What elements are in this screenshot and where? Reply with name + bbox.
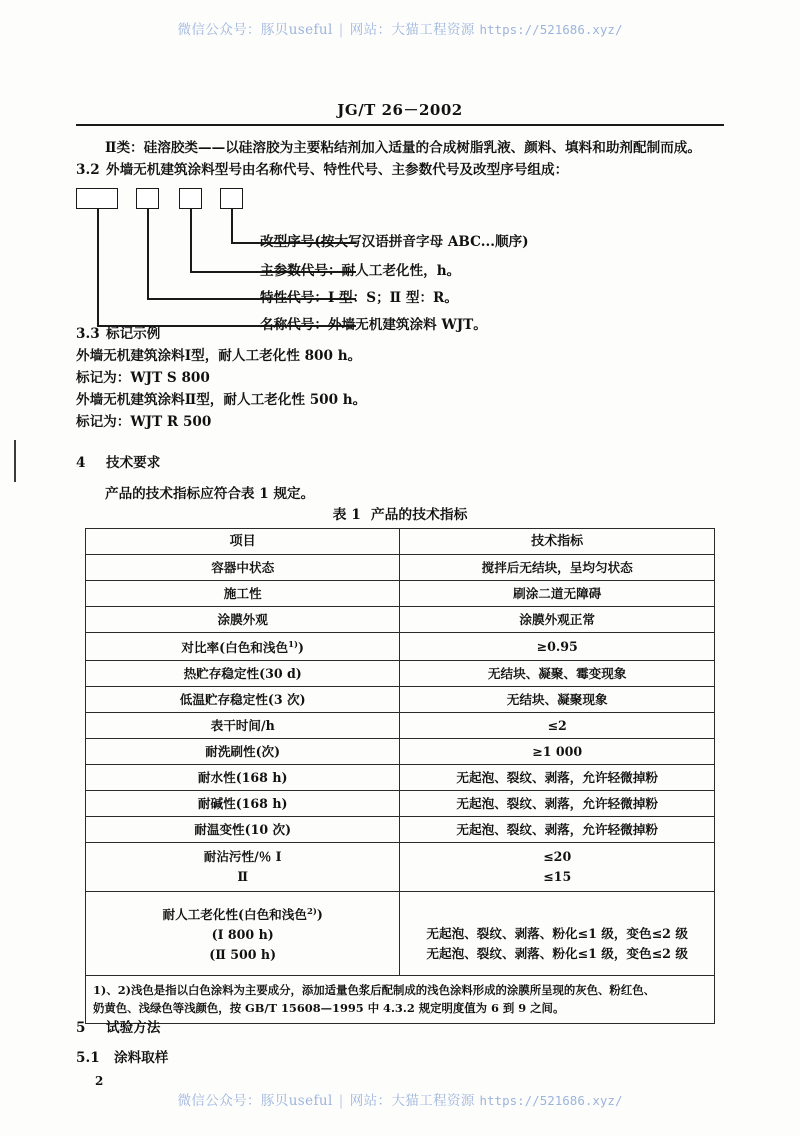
footnote-marker-1: 1) (288, 640, 299, 650)
section-4-number: 4 (76, 455, 86, 471)
designation-box-feature-code (136, 188, 159, 209)
stain-item-line-2: Ⅱ (237, 869, 248, 885)
aging-spec-line-1: 无起泡、裂纹、剥落、粉化≤1 级，变色≤2 级 (426, 925, 688, 941)
stain-spec-line-1: ≤20 (543, 849, 572, 865)
table-row (86, 581, 715, 607)
watermark-wechat-label: 微信公众号： (177, 1093, 261, 1109)
designation-box-parameter-code (179, 188, 202, 209)
watermark-wechat-label: 微信公众号： (177, 22, 261, 38)
diagram-label-feature-code: 特性代号：Ⅰ 型：S；Ⅱ 型：R。 (260, 290, 458, 306)
watermark-bottom (0, 1089, 800, 1109)
table-cell-spec: 无结块、凝聚现象 (400, 687, 715, 713)
model-designation-diagram (76, 188, 636, 336)
table-cell-spec (400, 843, 715, 892)
table-row (86, 765, 715, 791)
table-cell-spec: 刷涂二道无障碍 (400, 581, 715, 607)
table-footnote (86, 976, 715, 1024)
watermark-separator: | (338, 1093, 344, 1109)
footnote-line-1: 1)、2)浅色是指以白色涂料为主要成分，添加适量色浆后配制成的浅色涂料形成的涂膜所呈现的灰色、粉红色、 (93, 983, 655, 998)
table-row (86, 633, 715, 661)
watermark-wechat-value: 豚贝useful (260, 22, 333, 38)
section-4-title: 技术要求 (106, 455, 161, 471)
table-cell-spec: 无结块、凝聚、霉变现象 (400, 661, 715, 687)
table-header-spec: 技术指标 (400, 529, 715, 555)
section-4-lead-in: 产品的技术指标应符合表 1 规定。 (105, 486, 315, 502)
table-cell-item: 施工性 (86, 581, 400, 607)
section-3-3-heading (76, 324, 160, 345)
designation-box-name-code (76, 188, 118, 209)
marking-example-line-4: 标记为：WJT R 500 (76, 414, 212, 430)
table-cell-item (86, 843, 400, 892)
watermark-wechat-value: 豚贝useful (260, 1093, 333, 1109)
watermark-site-label: 网站： (349, 1093, 392, 1109)
marking-example-line-2: 标记为：WJT S 800 (76, 370, 210, 386)
section-3-2 (76, 160, 568, 181)
table-cell-spec: 无起泡、裂纹、剥落，允许轻微掉粉 (400, 817, 715, 843)
aging-item-line-1 (90, 902, 395, 925)
aging-spec-line-2: 无起泡、裂纹、剥落、粉化≤1 级，变色≤2 级 (426, 945, 688, 961)
table-row-footnote (86, 976, 715, 1024)
contrast-ratio-label: 对比率(白色和浅色 (181, 640, 289, 656)
header-rule (76, 124, 724, 126)
table-header-item: 项目 (86, 529, 400, 555)
table-cell-item: 容器中状态 (86, 555, 400, 581)
section-5-1-title: 涂料取样 (114, 1050, 169, 1066)
table-cell-spec: 无起泡、裂纹、剥落，允许轻微掉粉 (400, 791, 715, 817)
margin-tick-upper (14, 440, 16, 482)
table-row (86, 817, 715, 843)
table-caption-title: 产品的技术指标 (370, 507, 468, 523)
watermark-site-value: 大猫工程资源 (391, 1093, 475, 1109)
diagram-label-revision-code: 改型序号(按大写汉语拼音字母 ABC...顺序) (260, 234, 529, 250)
table-row (86, 555, 715, 581)
table-cell-spec: 涂膜外观正常 (400, 607, 715, 633)
stain-item-line-1: 耐沾污性/％ Ⅰ (203, 849, 282, 865)
leader-line-2-vertical (147, 209, 149, 299)
leader-line-4-vertical (231, 209, 233, 243)
table-cell-item (86, 633, 400, 661)
aging-item-label-tail: ) (316, 907, 323, 923)
stain-spec-line-2: ≤15 (543, 869, 572, 885)
section-3-2-text: 外墙无机建筑涂料型号由名称代号、特性代号、主参数代号及改型序号组成： (106, 162, 569, 178)
aging-item-line-2: (Ⅰ 800 h) (211, 927, 274, 943)
watermark-site-label: 网站： (349, 22, 392, 38)
table-cell-spec: ≥1 000 (400, 739, 715, 765)
section-5-number: 5 (76, 1020, 86, 1036)
diagram-label-name-code: 名称代号：外墙无机建筑涂料 WJT。 (260, 317, 487, 333)
section-3-3-title: 标记示例 (106, 326, 161, 342)
section-4-heading (76, 453, 160, 474)
table-caption (0, 503, 800, 523)
footnote-marker-2: 2) (306, 907, 317, 918)
diagram-label-parameter-code: 主参数代号：耐人工老化性，h。 (260, 263, 461, 279)
leader-line-1-vertical (97, 209, 99, 326)
table-row-stain-resistance (86, 843, 715, 892)
table-cell-item: 表干时间/h (86, 713, 400, 739)
section-5-1-number: 5.1 (76, 1050, 100, 1066)
type-ii-definition: Ⅱ类：硅溶胶类——以硅溶胶为主要粘结剂加入适量的合成树脂乳液、颜料、填料和助剂配制而成。 (105, 140, 701, 156)
table-cell-item: 热贮存稳定性(30 d) (86, 661, 400, 687)
watermark-url: https://521686.xyz/ (479, 22, 623, 37)
footnote-line-2: 奶黄色、浅绿色等浅颜色，按 GB/T 15608—1995 中 4.3.2 规定明度值为 6 到 9 之间。 (93, 1001, 565, 1016)
section-5-title: 试验方法 (106, 1020, 161, 1036)
section-5-heading (76, 1018, 160, 1039)
watermark-site-value: 大猫工程资源 (391, 22, 475, 38)
table-cell-item: 耐洗刷性(次) (86, 739, 400, 765)
table-caption-label: 表 1 (332, 507, 361, 523)
page-number: 2 (95, 1074, 104, 1088)
table-cell-item: 耐水性(168 h) (86, 765, 400, 791)
designation-box-revision-code (220, 188, 243, 209)
table-row (86, 607, 715, 633)
leader-line-3-vertical (190, 209, 192, 272)
table-row (86, 661, 715, 687)
contrast-ratio-label-tail: ) (298, 640, 304, 656)
table-cell-item: 耐碱性(168 h) (86, 791, 400, 817)
aging-item-line-3: (Ⅱ 500 h) (209, 947, 277, 963)
table-row (86, 687, 715, 713)
table-cell-item: 低温贮存稳定性(3 次) (86, 687, 400, 713)
table-row (86, 713, 715, 739)
aging-item-label: 耐人工老化性(白色和浅色 (162, 907, 307, 923)
table-cell-spec: ≤2 (400, 713, 715, 739)
standard-number: JG/T 26－2002 (337, 101, 463, 119)
section-3-2-number: 3.2 (76, 162, 100, 178)
technical-specification-table (85, 528, 715, 1024)
table-cell-spec: 无起泡、裂纹、剥落，允许轻微掉粉 (400, 765, 715, 791)
table-row-artificial-aging (86, 892, 715, 976)
table-row (86, 791, 715, 817)
table-cell-spec: 搅拌后无结块，呈均匀状态 (400, 555, 715, 581)
watermark-top (0, 18, 800, 38)
table-cell-item: 涂膜外观 (86, 607, 400, 633)
table-header-row (86, 529, 715, 555)
section-5-1-heading (76, 1048, 168, 1069)
table-cell-item: 耐温变性(10 次) (86, 817, 400, 843)
marking-example-line-1: 外墙无机建筑涂料Ⅰ型，耐人工老化性 800 h。 (76, 348, 362, 364)
table-row (86, 739, 715, 765)
watermark-separator: | (338, 22, 344, 38)
watermark-url: https://521686.xyz/ (479, 1093, 623, 1108)
table-cell-spec (400, 892, 715, 976)
section-3-3-number: 3.3 (76, 326, 100, 342)
table-cell-item (86, 892, 400, 976)
table-cell-spec: ≥0.95 (400, 633, 715, 661)
marking-example-line-3: 外墙无机建筑涂料Ⅱ型，耐人工老化性 500 h。 (76, 392, 367, 408)
